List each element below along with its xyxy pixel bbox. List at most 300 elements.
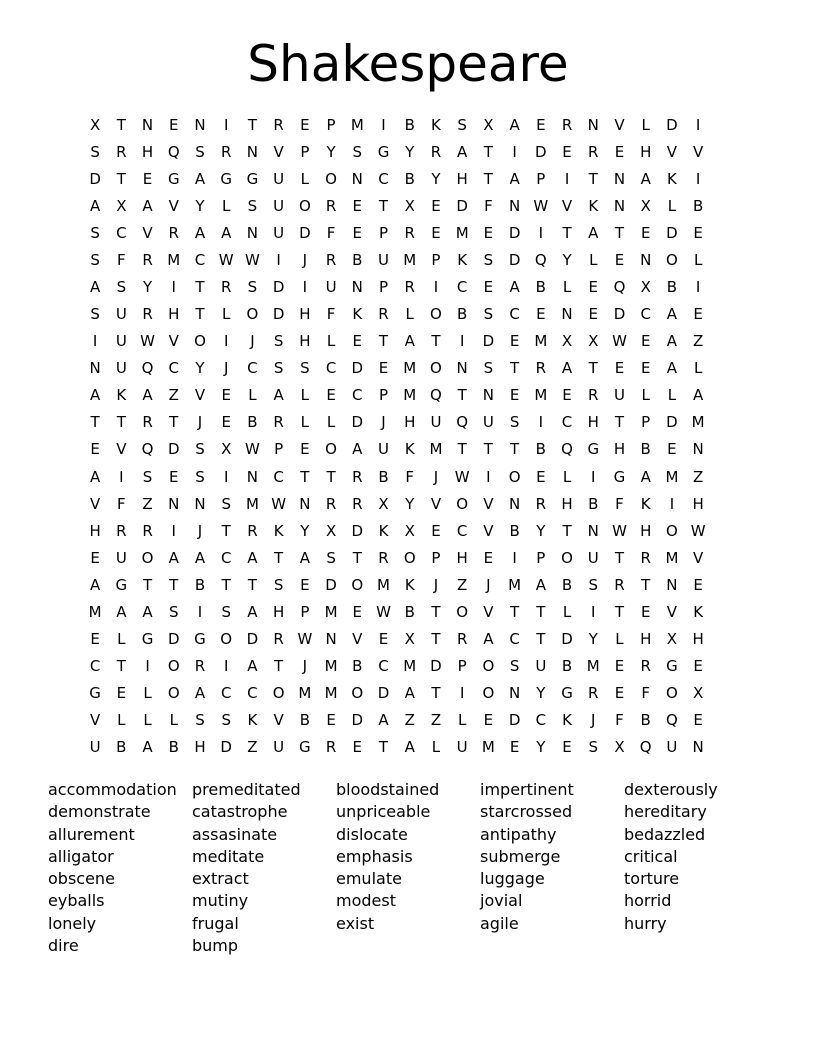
- grid-letter: U: [666, 738, 678, 757]
- grid-letter: R: [142, 413, 153, 432]
- grid-letter: Y: [536, 738, 546, 757]
- grid-letter: N: [613, 196, 626, 215]
- grid-letter: E: [536, 115, 546, 134]
- grid-letter: T: [274, 657, 284, 676]
- grid-letter: X: [561, 332, 573, 351]
- grid-letter: X: [640, 196, 651, 215]
- grid-letter: C: [509, 630, 520, 649]
- grid-letter: I: [669, 494, 675, 513]
- word-list-item: bloodstained: [336, 780, 440, 799]
- grid-letter: C: [220, 548, 232, 567]
- grid-letter: V: [273, 142, 284, 161]
- grid-letter: J: [591, 711, 596, 730]
- word-list-item: critical: [624, 846, 678, 866]
- grid-letter: D: [666, 223, 678, 242]
- grid-letter: I: [223, 657, 229, 676]
- grid-letter: A: [666, 359, 678, 378]
- grid-letter: X: [614, 738, 625, 757]
- grid-letter: N: [587, 521, 599, 540]
- grid-letter: Y: [536, 684, 546, 703]
- grid-letter: U: [325, 278, 337, 296]
- word-list-item: hereditary: [624, 802, 707, 822]
- grid-letter: Z: [404, 711, 415, 730]
- grid-letter: U: [115, 332, 127, 351]
- grid-letter: M: [481, 738, 495, 757]
- grid-letter: H: [640, 630, 652, 649]
- grid-letter: T: [536, 630, 546, 649]
- grid-letter: T: [116, 413, 126, 432]
- grid-letter: I: [512, 548, 517, 567]
- grid-letter: C: [220, 684, 232, 703]
- grid-letter: S: [483, 305, 494, 324]
- grid-letter: O: [246, 305, 259, 324]
- grid-letter: J: [433, 467, 439, 486]
- grid-letter: E: [640, 602, 651, 621]
- grid-letter: E: [588, 278, 598, 296]
- grid-letter: O: [272, 684, 285, 703]
- grid-letter: I: [591, 467, 596, 486]
- grid-letter: E: [90, 548, 100, 567]
- grid-letter: Q: [141, 440, 154, 459]
- grid-letter: E: [352, 196, 363, 215]
- grid-letter: O: [167, 657, 180, 676]
- grid-letter: S: [300, 359, 310, 378]
- grid-letter: W: [690, 521, 706, 540]
- grid-letter: L: [326, 332, 336, 351]
- grid-letter: R: [588, 684, 599, 703]
- grid-letter: E: [614, 142, 625, 161]
- grid-letter: T: [116, 115, 126, 134]
- grid-letter: A: [221, 223, 232, 242]
- grid-letter: O: [666, 684, 678, 703]
- grid-letter: L: [562, 602, 572, 621]
- word-list-item: accommodation: [48, 780, 177, 799]
- grid-letter: H: [168, 305, 180, 324]
- grid-letter: P: [536, 169, 546, 188]
- grid-letter: X: [325, 521, 337, 540]
- grid-letter: W: [245, 440, 260, 459]
- grid-letter: Q: [167, 142, 180, 161]
- grid-letter: J: [223, 359, 229, 378]
- grid-letter: K: [352, 305, 363, 324]
- word-column: [192, 779, 336, 957]
- grid-letter: V: [89, 494, 101, 513]
- grid-letter: Y: [431, 169, 441, 188]
- grid-letter: M: [534, 332, 548, 351]
- grid-letter: K: [693, 602, 704, 621]
- grid-letter: L: [562, 278, 572, 296]
- grid-letter: C: [456, 278, 468, 296]
- grid-letter: C: [561, 413, 573, 432]
- grid-letter: W: [533, 196, 549, 215]
- grid-letter: B: [561, 575, 573, 594]
- grid-letter: H: [613, 440, 626, 459]
- grid-letter: U: [378, 250, 389, 269]
- grid-letter: T: [378, 332, 389, 351]
- grid-letter: B: [535, 278, 546, 296]
- grid-letter: U: [378, 440, 389, 459]
- puzzle-title: Shakespeare: [247, 35, 569, 93]
- grid-letter: P: [326, 115, 336, 134]
- grid-letter: B: [299, 711, 310, 730]
- grid-letter: T: [326, 467, 336, 486]
- grid-letter: B: [561, 657, 573, 676]
- grid-letter: D: [167, 630, 180, 649]
- grid-letter: D: [351, 521, 364, 540]
- grid-letter: X: [640, 278, 651, 296]
- grid-letter: L: [589, 250, 598, 269]
- grid-letter: O: [298, 196, 311, 215]
- grid-letter: R: [378, 548, 389, 567]
- grid-letter: N: [508, 196, 521, 215]
- grid-letter: O: [220, 630, 233, 649]
- grid-letter: M: [508, 575, 522, 594]
- grid-letter: E: [693, 657, 703, 676]
- word-list-item: horrid: [624, 891, 672, 911]
- grid-letter: V: [483, 494, 494, 513]
- grid-letter: H: [692, 630, 704, 649]
- grid-letter: T: [641, 575, 651, 594]
- grid-letter: N: [246, 467, 259, 486]
- grid-letter: A: [588, 223, 599, 242]
- grid-letter: T: [588, 359, 598, 378]
- grid-letter: J: [250, 332, 255, 351]
- grid-letter: Y: [588, 630, 598, 649]
- grid-letter: F: [117, 494, 126, 513]
- grid-letter: V: [666, 142, 678, 161]
- grid-letter: E: [588, 305, 598, 324]
- grid-letter: S: [221, 494, 231, 513]
- grid-letter: R: [535, 359, 547, 378]
- grid-letter: A: [247, 548, 258, 567]
- grid-letter: R: [325, 738, 337, 757]
- grid-letter: H: [89, 521, 101, 540]
- grid-letter: X: [404, 521, 415, 540]
- grid-letter: G: [613, 467, 626, 486]
- grid-letter: C: [194, 250, 206, 269]
- grid-letter: H: [299, 305, 311, 324]
- grid-letter: E: [116, 684, 127, 703]
- grid-letter: Z: [457, 575, 468, 594]
- grid-letter: U: [273, 196, 285, 215]
- grid-letter: L: [326, 413, 336, 432]
- grid-letter: B: [378, 467, 389, 486]
- grid-letter: I: [538, 413, 544, 432]
- grid-letter: F: [641, 684, 651, 703]
- grid-letter: C: [378, 169, 389, 188]
- grid-letter: I: [223, 467, 229, 486]
- grid-letter: I: [486, 467, 491, 486]
- grid-letter: M: [691, 413, 705, 432]
- grid-letter: A: [640, 467, 651, 486]
- grid-letter: X: [116, 196, 127, 215]
- grid-letter: I: [171, 521, 176, 540]
- grid-letter: E: [221, 413, 231, 432]
- grid-letter: H: [561, 494, 573, 513]
- grid-letter: E: [693, 575, 703, 594]
- grid-letter: E: [483, 548, 494, 567]
- grid-letter: E: [169, 467, 179, 486]
- grid-letter: Q: [141, 359, 154, 378]
- grid-letter: K: [404, 575, 415, 594]
- grid-letter: K: [404, 440, 415, 459]
- grid-letter: T: [169, 575, 179, 594]
- grid-letter: N: [508, 494, 521, 513]
- grid-letter: V: [89, 711, 101, 730]
- grid-letter: K: [247, 711, 258, 730]
- grid-letter: E: [614, 684, 625, 703]
- grid-letter: I: [197, 602, 203, 621]
- grid-letter: I: [591, 602, 596, 621]
- grid-letter: T: [431, 684, 441, 703]
- grid-letter: U: [89, 738, 101, 757]
- grid-letter: M: [586, 657, 600, 676]
- grid-letter: R: [614, 575, 625, 594]
- word-list-item: bump: [192, 936, 239, 956]
- grid-letter: H: [141, 142, 154, 161]
- word-list-item: modest: [336, 891, 396, 911]
- grid-letter: M: [324, 657, 338, 676]
- grid-letter: K: [116, 386, 127, 405]
- grid-letter: T: [169, 413, 179, 432]
- grid-letter: Y: [562, 250, 572, 269]
- grid-letter: P: [641, 413, 651, 432]
- grid-letter: L: [641, 115, 650, 134]
- grid-letter: I: [512, 142, 517, 161]
- grid-letter: U: [587, 548, 599, 567]
- word-column: [480, 779, 624, 957]
- word-list-item: dire: [48, 936, 79, 956]
- grid-letter: E: [693, 711, 703, 730]
- grid-letter: S: [588, 575, 599, 594]
- grid-letter: Z: [247, 738, 258, 757]
- grid-letter: T: [431, 602, 441, 621]
- grid-letter: Q: [534, 250, 547, 269]
- grid-letter: U: [535, 657, 547, 676]
- grid-letter: G: [299, 738, 311, 757]
- grid-letter: S: [116, 278, 127, 296]
- grid-letter: H: [456, 169, 468, 188]
- grid-letter: L: [615, 630, 624, 649]
- grid-letter: M: [403, 657, 417, 676]
- grid-letter: H: [194, 738, 206, 757]
- grid-letter: J: [486, 575, 491, 594]
- grid-letter: E: [483, 278, 494, 296]
- grid-letter: S: [509, 413, 520, 432]
- grid-letter: M: [429, 440, 443, 459]
- grid-letter: C: [640, 305, 651, 324]
- grid-letter: S: [509, 657, 520, 676]
- grid-letter: R: [194, 657, 206, 676]
- grid-letter: O: [482, 684, 495, 703]
- grid-letter: G: [246, 169, 259, 188]
- grid-letter: L: [143, 711, 152, 730]
- grid-letter: M: [245, 494, 259, 513]
- word-column: [48, 779, 192, 957]
- grid-letter: W: [245, 250, 260, 269]
- grid-letter: T: [457, 440, 467, 459]
- grid-letter: P: [431, 548, 441, 567]
- grid-letter: N: [613, 169, 626, 188]
- grid-letter: Z: [142, 494, 153, 513]
- grid-letter: D: [220, 738, 232, 757]
- grid-letter: D: [508, 223, 521, 242]
- grid-letter: K: [378, 521, 389, 540]
- grid-letter: E: [536, 305, 546, 324]
- grid-letter: D: [325, 575, 337, 594]
- grid-letter: K: [640, 494, 651, 513]
- grid-letter: B: [509, 521, 520, 540]
- grid-letter: T: [300, 467, 310, 486]
- word-list-item: jovial: [480, 891, 523, 911]
- grid-letter: A: [89, 278, 101, 296]
- grid-letter: G: [89, 684, 101, 703]
- grid-letter: R: [116, 142, 127, 161]
- grid-letter: L: [169, 711, 178, 730]
- grid-letter: R: [535, 494, 547, 513]
- grid-letter: B: [588, 494, 599, 513]
- grid-letter: M: [377, 575, 390, 594]
- grid-letter: M: [403, 386, 417, 405]
- grid-letter: R: [116, 521, 127, 540]
- grid-letter: G: [115, 575, 128, 594]
- grid-letter: S: [195, 142, 205, 161]
- grid-letter: N: [246, 142, 259, 161]
- grid-letter: E: [693, 305, 703, 324]
- grid-letter: P: [536, 548, 546, 567]
- grid-letter: U: [456, 738, 468, 757]
- grid-letter: J: [433, 575, 439, 594]
- grid-letter: T: [247, 575, 257, 594]
- grid-letter: E: [221, 386, 231, 405]
- grid-letter: W: [454, 467, 470, 486]
- grid-letter: G: [587, 440, 600, 459]
- grid-letter: N: [692, 440, 704, 459]
- grid-letter: A: [89, 467, 101, 486]
- grid-letter: B: [404, 169, 415, 188]
- grid-letter: M: [455, 223, 469, 242]
- grid-letter: T: [562, 223, 572, 242]
- grid-letter: T: [247, 115, 257, 134]
- grid-letter: S: [142, 467, 153, 486]
- grid-letter: P: [300, 142, 310, 161]
- grid-letter: T: [562, 521, 572, 540]
- grid-letter: D: [561, 630, 573, 649]
- grid-letter: C: [535, 711, 547, 730]
- grid-letter: V: [614, 115, 625, 134]
- grid-letter: F: [615, 494, 624, 513]
- word-list-item: antipathy: [480, 824, 557, 844]
- grid-letter: R: [404, 223, 415, 242]
- grid-letter: A: [404, 684, 415, 703]
- grid-letter: D: [430, 657, 442, 676]
- grid-letter: T: [116, 657, 126, 676]
- grid-letter: U: [613, 386, 625, 405]
- grid-letter: F: [326, 305, 336, 324]
- grid-letter: E: [142, 169, 153, 188]
- grid-letter: A: [116, 602, 127, 621]
- grid-letter: P: [378, 386, 389, 405]
- grid-letter: H: [456, 548, 468, 567]
- grid-letter: F: [117, 250, 126, 269]
- grid-letter: C: [509, 305, 520, 324]
- grid-letter: O: [194, 332, 206, 351]
- grid-letter: E: [431, 196, 441, 215]
- grid-letter: A: [89, 196, 101, 215]
- grid-letter: T: [614, 548, 625, 567]
- grid-letter: V: [273, 711, 284, 730]
- grid-letter: R: [352, 467, 363, 486]
- grid-letter: S: [273, 575, 284, 594]
- grid-letter: S: [273, 332, 284, 351]
- grid-letter: E: [614, 250, 625, 269]
- grid-letter: A: [666, 332, 678, 351]
- grid-letter: E: [431, 521, 441, 540]
- grid-letter: A: [194, 684, 206, 703]
- grid-letter: V: [693, 548, 704, 567]
- grid-letter: E: [378, 630, 389, 649]
- grid-letter: A: [168, 548, 179, 567]
- grid-letter: Z: [693, 332, 704, 351]
- grid-letter: W: [218, 250, 234, 269]
- grid-letter: L: [667, 386, 677, 405]
- grid-letter: N: [508, 684, 521, 703]
- grid-letter: I: [538, 223, 544, 242]
- grid-letter: N: [351, 278, 363, 296]
- grid-letter: S: [352, 142, 363, 161]
- grid-letter: M: [324, 602, 338, 621]
- grid-letter: O: [167, 684, 180, 703]
- grid-letter: B: [352, 250, 363, 269]
- grid-letter: V: [352, 630, 363, 649]
- grid-letter: A: [89, 386, 101, 405]
- grid-letter: B: [247, 413, 258, 432]
- grid-letter: A: [273, 386, 284, 405]
- grid-letter: Y: [405, 494, 415, 513]
- grid-letter: R: [640, 548, 651, 567]
- grid-letter: D: [456, 196, 468, 215]
- grid-letter: G: [194, 630, 206, 649]
- grid-letter: T: [510, 602, 520, 621]
- grid-letter: W: [140, 332, 155, 351]
- grid-letter: G: [220, 169, 233, 188]
- grid-letter: H: [640, 142, 652, 161]
- grid-letter: D: [666, 413, 678, 432]
- grid-letter: L: [457, 711, 467, 730]
- grid-letter: C: [352, 386, 363, 405]
- grid-letter: H: [404, 413, 416, 432]
- grid-letter: E: [378, 359, 389, 378]
- grid-letter: A: [561, 359, 573, 378]
- grid-letter: S: [326, 548, 336, 567]
- grid-letter: E: [562, 386, 572, 405]
- grid-letter: I: [695, 278, 701, 296]
- grid-letter: I: [276, 250, 281, 269]
- grid-letter: W: [297, 630, 313, 649]
- grid-letter: S: [273, 359, 284, 378]
- grid-letter: K: [457, 250, 468, 269]
- grid-letter: R: [220, 278, 232, 296]
- grid-letter: E: [326, 711, 336, 730]
- grid-letter: D: [535, 142, 547, 161]
- grid-letter: L: [405, 305, 414, 324]
- grid-letter: X: [588, 332, 599, 351]
- grid-letter: G: [666, 657, 678, 676]
- grid-letter: M: [665, 548, 679, 567]
- grid-letter: S: [195, 467, 205, 486]
- grid-letter: R: [456, 630, 468, 649]
- grid-letter: Q: [430, 386, 442, 405]
